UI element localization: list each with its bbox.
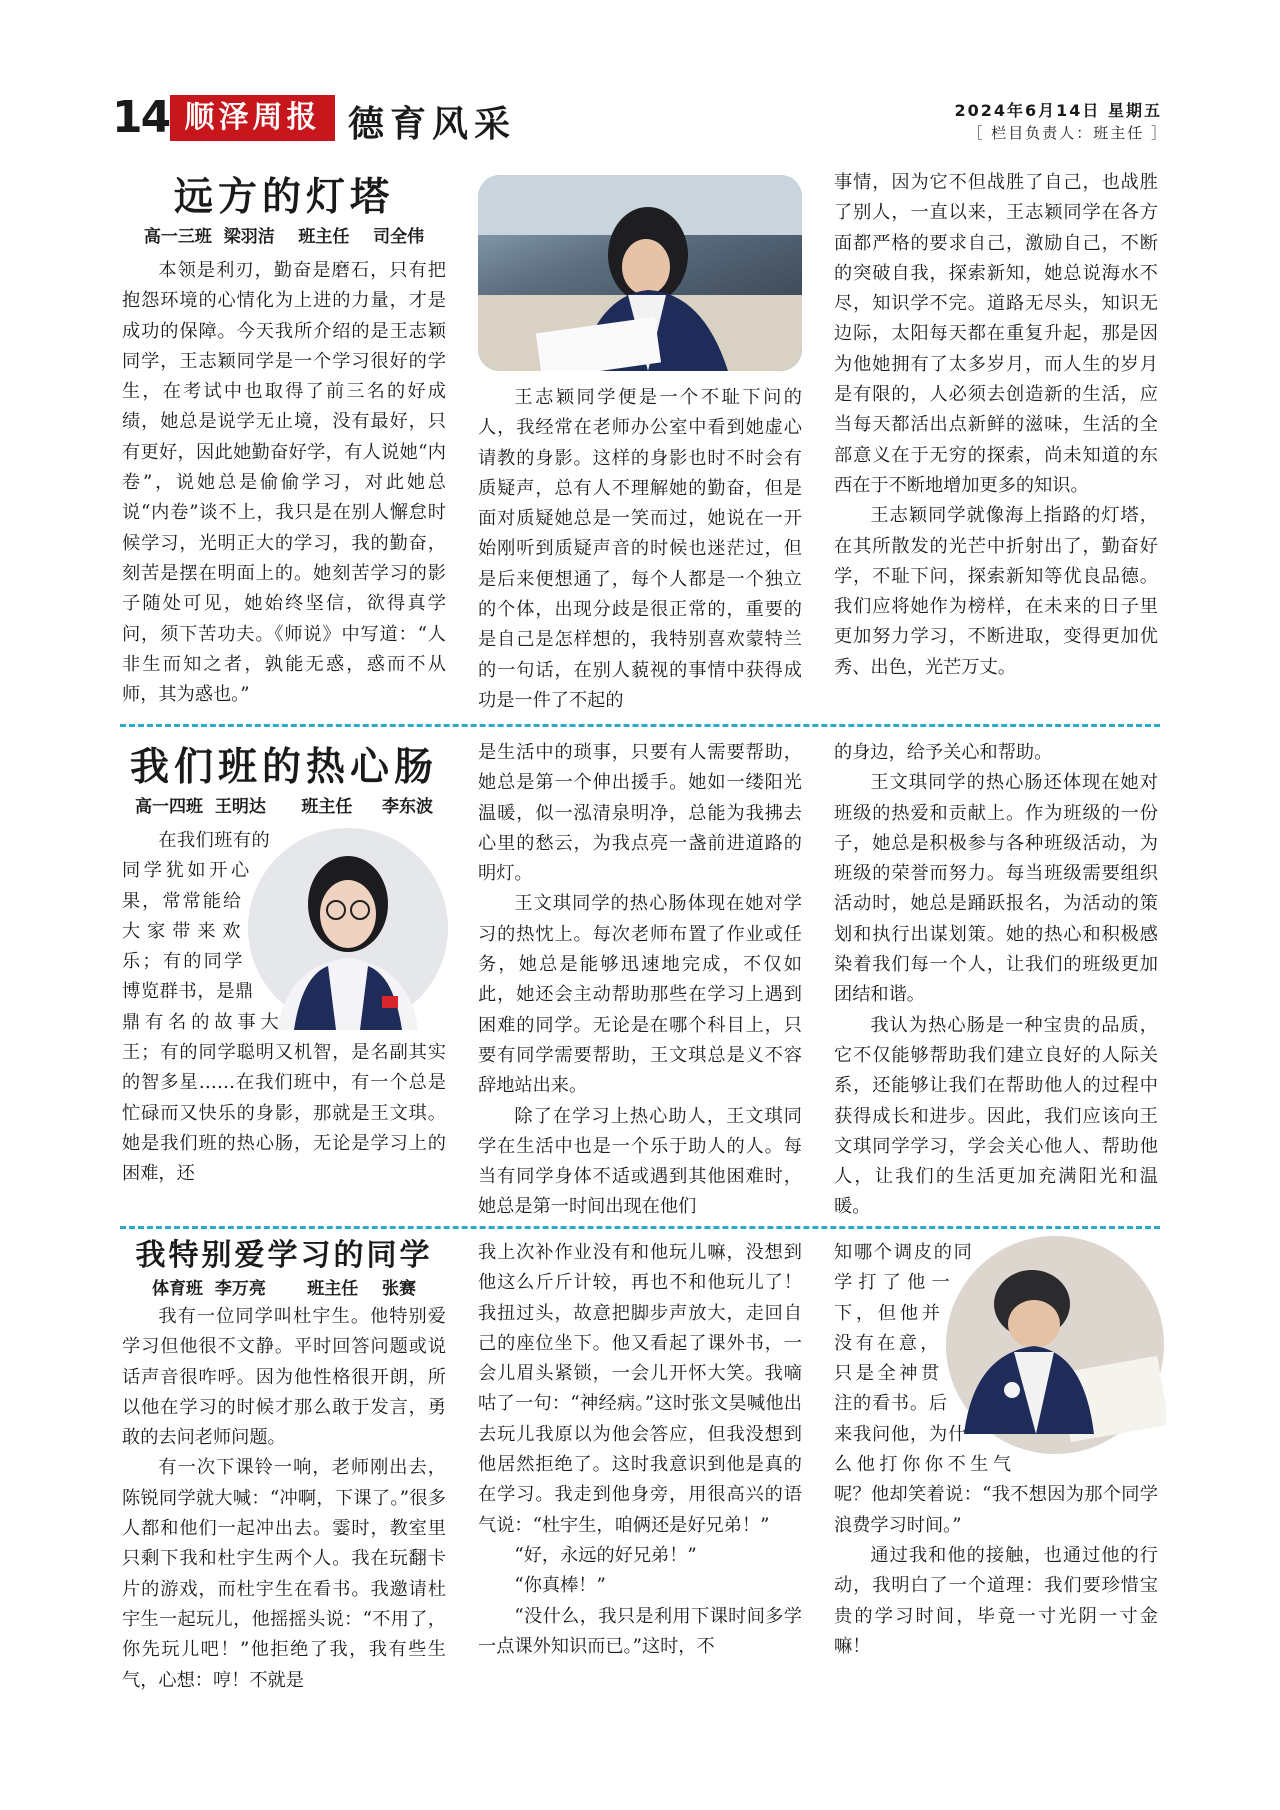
article1-paragraph: 王志颖同学便是一个不耻下问的人，我经常在老师办公室中看到她虚心请教的身影。这样的身影也时不时会有质疑声，总有人不理解她的勤奋，但是面对质疑她总是一笑而过，她说在一开始刚听到质疑声音的时候也迷茫过，但是后来便想通了，每个人都是一个独立的个体，出现分歧是很正常的，重要的是自己是怎样想的，我特别喜欢蒙特兰的一句话，在别人藐视的事情中获得成功是一件了不起的 — [478, 387, 802, 711]
article2-col3 — [834, 738, 1158, 1223]
article2-byline: 高一四班 王明达 班主任 李东波 — [135, 797, 433, 817]
article2-paragraph: 是生活中的琐事，只要有人需要帮助，她总是第一个伸出援手。她如一缕阳光温暖，似一泓清泉明净，总能为我拂去心里的愁云，为我点亮一盏前进道路的明灯。 — [478, 742, 802, 885]
article3-col1 — [122, 1236, 446, 1696]
article1-paragraph: 王志颖同学就像海上指路的灯塔，在其所散发的光芒中折射出了，勤奋好学，不耻下问，探索新知等优良品德。我们应将她作为榜样，在未来的日子里更加努力学习，不断进取，变得更加优秀、出色，光芒万丈。 — [834, 505, 1158, 678]
issue-date: 2024年6月14日 星期五 — [954, 101, 1162, 120]
student-reading-illustration — [944, 1234, 1166, 1456]
article2-paragraph: 我认为热心肠是一种宝贵的品质，它不仅能够帮助我们建立良好的人际关系，还能够让我们在帮助他人的过程中获得成长和进步。因此，我们应该向王文琪同学学习，学会关心他人、帮助他人，让我们的生活更加充满阳光和温暖。 — [834, 1014, 1158, 1218]
article3-dialogue: “没什么，我只是利用下课时间多学一点课外知识而已。”这时，不 — [478, 1605, 802, 1657]
article3-dialogue: “你真棒！” — [514, 1575, 606, 1597]
article3-title: 我特别爱学习的同学 — [135, 1238, 433, 1273]
student-reading-photo — [944, 1234, 1166, 1456]
column-responsible: ［ 栏目负责人：班主任 ］ — [967, 124, 1168, 142]
article3-byline: 体育班 李万亮 班主任 张赛 — [152, 1279, 416, 1299]
article1-col1 — [122, 172, 446, 710]
article2-paragraph: 王文琪同学的热心肠体现在她对学习的热忱上。每次老师布置了作业或任务，她总是能够迅速地完成，不仅如此，她还会主动帮助那些在学习上遇到困难的同学。无论是在哪个科目上，只要有同学需要帮助，王文琪总是义不容辞地站出来。 — [478, 893, 802, 1097]
article2-col1 — [122, 742, 446, 1190]
article2-paragraph: 王文琪同学的热心肠还体现在她对班级的热爱和贡献上。作为班级的一份子，她总是积极参与各种班级活动，为班级的荣誉而努力。每当班级需要组织活动时，她总是踊跃报名，为活动的策划和执行出谋划策。她的热心和积极感染着我们每一个人，让我们的班级更加团结和谐。 — [834, 772, 1158, 1006]
article3-paragraph: 我有一位同学叫杜宇生。他特别爱学习但他很不文静。平时回答问题或说话声音很咋呼。因为他性格很开朗，所以他在学习的时候才那么敢于发言，勇敢的去问老师问题。 — [122, 1306, 446, 1449]
article1-col3 — [834, 168, 1158, 683]
page-number: 14 — [112, 92, 170, 143]
article1-paragraph: 本领是利刃，勤奋是磨石，只有把抱怨环境的心情化为上进的力量，才是成功的保障。今天我所介绍的是王志颖同学，王志颖同学是一个学习很好的学生，在考试中也取得了前三名的好成绩，她总是说学无止境，没有最好，只有更好，因此她勤奋好学，有人说她“内卷”，说她总是偷偷学习，对此她总说“内卷”谈不上，我只是在别人懈怠时候学习，光明正大的学习，我的勤奋，刻苦是摆在明面上的。她刻苦学习的影子随处可见，她始终坚信，欲得真学问，须下苦功夫。《师说》中写道：“人非生而知之者，孰能无惑，惑而不从师，其为惑也。” — [122, 260, 446, 706]
article2-paragraph: 在我们班有的同学犹如开心果，常常能给大家带来欢乐；有的同学博览群书，是鼎鼎有名的故事大王；有的同学聪明又机智，是名副其实的智多星……在我们班中，有一个总是忙碌而又快乐的身影，那就是王文琪。她是我们班的热心肠，无论是学习上的困难，还 — [122, 830, 446, 1185]
student-writing-illustration — [478, 175, 802, 371]
student-portrait-photo — [246, 826, 450, 1030]
article2-paragraph: 除了在学习上热心助人，王文琪同学在生活中也是一个乐于助人的人。每当有同学身体不适或遇到其他困难时，她总是第一时间出现在他们 — [478, 1105, 802, 1218]
article3-paragraph: 有一次下课铃一响，老师刚出去，陈锐同学就大喊：“冲啊，下课了。”很多人都和他们一起冲出去。霎时，教室里只剩下我和杜宇生两个人。我在玩翻卡片的游戏，而杜宇生在看书。我邀请杜宇生一起玩儿，他摇摇头说：“不用了，你先玩儿吧！”他拒绝了我，我有些生气，心想：哼！不就是 — [122, 1457, 446, 1691]
article1-title: 远方的灯塔 — [173, 175, 394, 220]
article1-paragraph: 事情，因为它不但战胜了自己，也战胜了别人，一直以来，王志颖同学在各方面都严格的要求自己，激励自己，不断的突破自我，探索新知，她总说海水不尽，知识学不完。道路无尽头，知识无边际，太阳每天都在重复升起，那是因为他她拥有了太多岁月，而人生的岁月是有限的，人必须去创造新的生活，应当每天都活出点新鲜的滋味，生活的全部意义在于无穷的探索，尚未知道的东西在于不断地增加更多的知识。 — [834, 172, 1158, 496]
article1-col2 — [478, 383, 802, 716]
article3-dialogue: “好，永远的好兄弟！” — [514, 1544, 697, 1566]
student-portrait-illustration — [246, 826, 450, 1030]
section-divider — [120, 724, 1160, 727]
column-title: 德育风采 — [348, 104, 517, 145]
newspaper-logo: 顺泽周报 — [170, 95, 335, 141]
article2-title: 我们班的热心肠 — [129, 745, 438, 790]
article2-col2 — [478, 738, 802, 1223]
article3-col2 — [478, 1238, 802, 1662]
section-divider — [120, 1226, 1160, 1229]
article1-byline: 高一三班 梁羽洁 班主任 司全伟 — [143, 227, 425, 247]
article3-paragraph: 知哪个调皮的同学打了他一下，但他并没有在意，只是全神贯注的看书。后来我问他，为什么他打你你不生气呢？他却笑着说：“我不想因为那个同学浪费学习时间。” — [834, 1242, 1158, 1536]
article2-paragraph: 的身边，给予关心和帮助。 — [834, 742, 1053, 763]
article3-paragraph: 我上次补作业没有和他玩儿嘛，没想到他这么斤斤计较，再也不和他玩儿了！我扭过头，故意把脚步声放大，走回自己的座位坐下。他又看起了课外书，一会儿眉头紧锁，一会儿开怀大笑。我嘀咕了一句：“神经病。”这时张文昊喊他出去玩儿我原以为他会答应，但我没想到他居然拒绝了。这时我意识到他是真的在学习。我走到他身旁，用很高兴的语气说：“杜宇生，咱俩还是好兄弟！” — [478, 1242, 802, 1536]
article3-col3 — [834, 1238, 1158, 1662]
article3-paragraph: 通过我和他的接触，也通过他的行动，我明白了一个道理：我们要珍惜宝贵的学习时间，毕竟一寸光阴一寸金嘛！ — [834, 1544, 1158, 1657]
student-writing-photo — [478, 175, 802, 371]
